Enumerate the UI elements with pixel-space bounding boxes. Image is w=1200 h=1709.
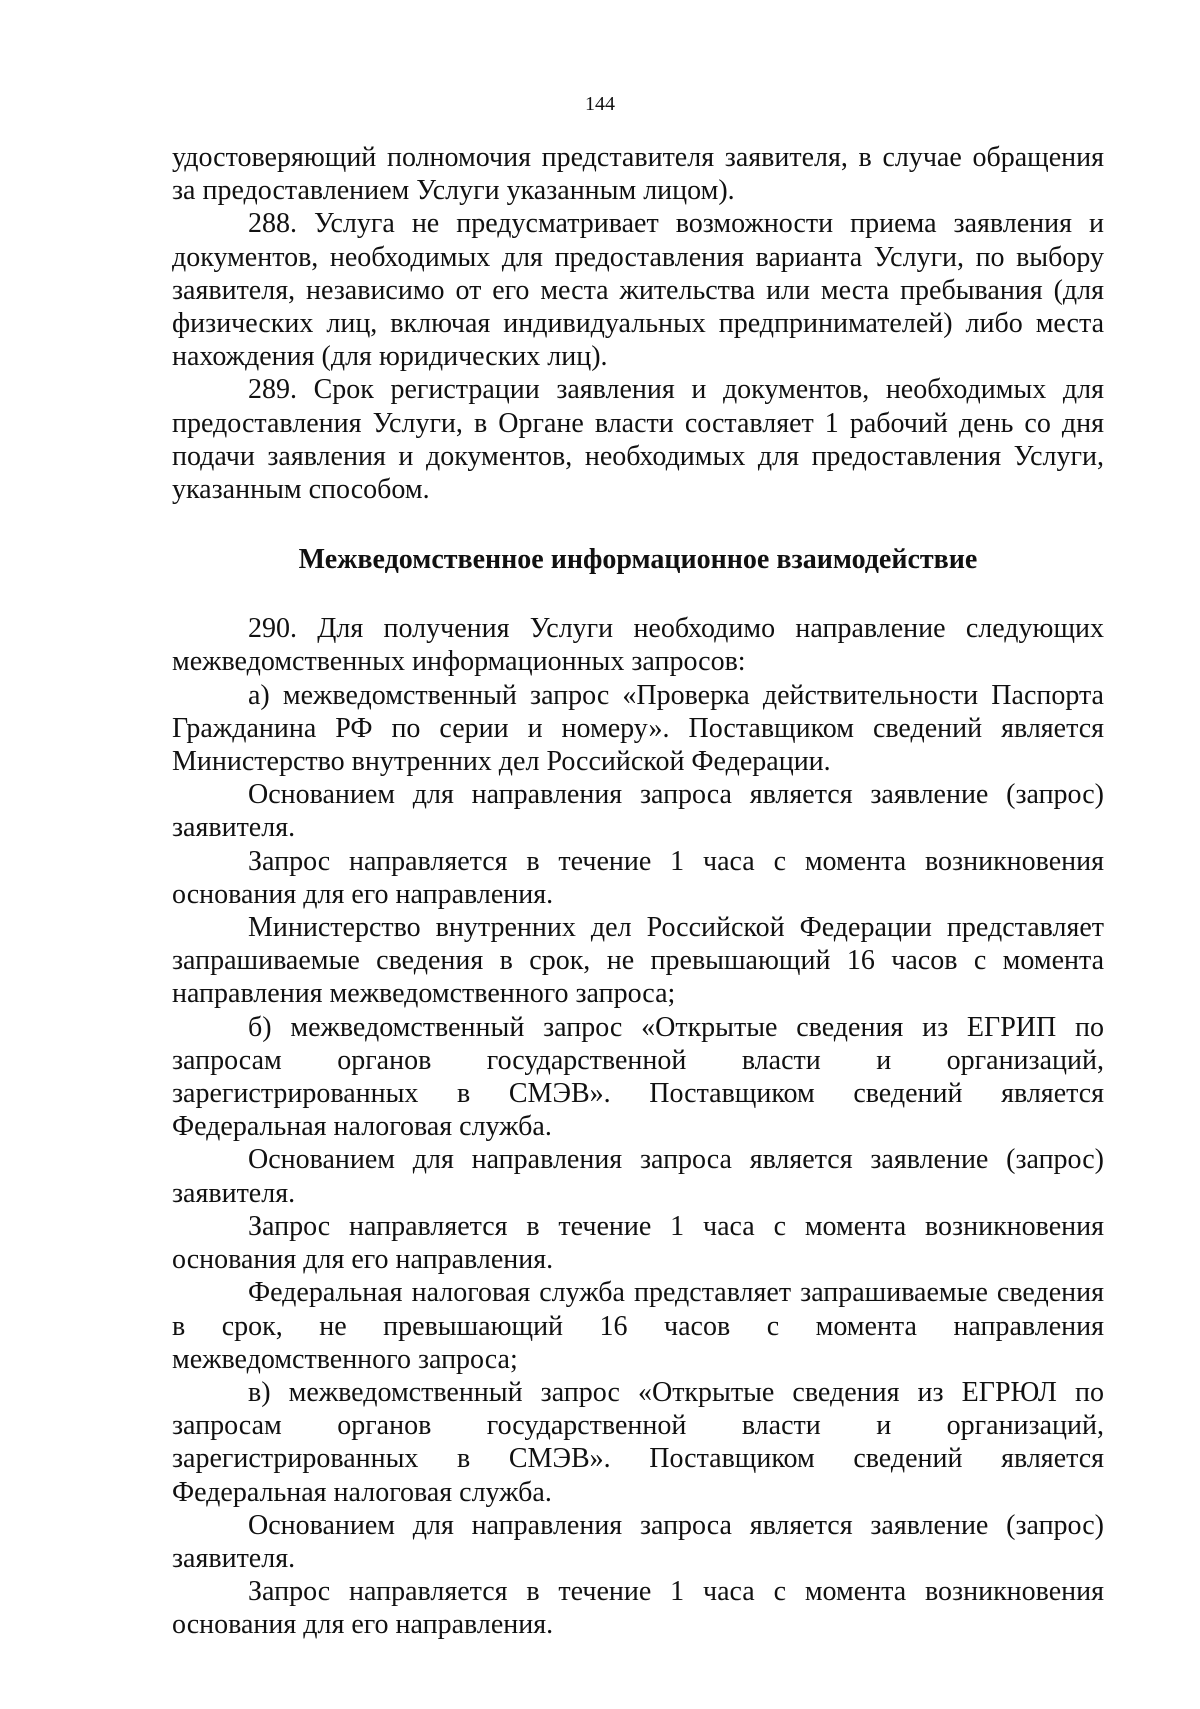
- paragraph-timing-b: Запрос направляется в течение 1 часа с момента возникновения основания для его направления.: [172, 1210, 1104, 1276]
- paragraph-289: 289. Срок регистрации заявления и документов, необходимых для предоставления Услуги, в Органе власти составляет 1 рабочий день со дня подачи заявления и документов, необходимых для предоставления Услуги, указанным способом.: [172, 374, 1104, 506]
- paragraph-timing-a: Запрос направляется в течение 1 часа с момента возникновения основания для его направления.: [172, 845, 1104, 910]
- paragraph-basis-c: Основанием для направления запроса является заявление (запрос) заявителя.: [172, 1509, 1104, 1574]
- document-body: [172, 141, 1104, 1642]
- paragraph-response-a: Министерство внутренних дел Российской Федерации представляет запрашиваемые сведения в срок, не превышающий 16 часов с момента направления межведомственного запроса;: [172, 912, 1104, 1010]
- paragraph-288: 288. Услуга не предусматривает возможности приема заявления и документов, необходимых для предоставления варианта Услуги, по выбору заявителя, независимо от его места жительства или места пребывания (для физических лиц, включая индивидуальных предпринимателей) либо места нахождения (для юридических лиц).: [172, 208, 1104, 373]
- paragraph-290: 290. Для получения Услуги необходимо направление следующих межведомственных информационных запросов:: [172, 613, 1104, 678]
- paragraph-timing-c: Запрос направляется в течение 1 часа с момента возникновения основания для его направления.: [172, 1576, 1104, 1641]
- paragraph-basis-b: Основанием для направления запроса является заявление (запрос) заявителя.: [172, 1144, 1104, 1209]
- paragraph-item-b: б) межведомственный запрос «Открытые сведения из ЕГРИП по запросам органов государственной власти и организаций, зарегистрированных в СМЭВ». Поставщиком сведений является Федеральная налоговая служба.: [172, 1011, 1104, 1143]
- page-number: 144: [585, 93, 615, 115]
- paragraph-basis-a: Основанием для направления запроса является заявление (запрос) заявителя.: [172, 779, 1104, 844]
- paragraph-item-a: а) межведомственный запрос «Проверка действительности Паспорта Гражданина РФ по серии и номеру». Поставщиком сведений является Министерство внутренних дел Российской Федерации.: [172, 679, 1104, 778]
- paragraph-response-b: Федеральная налоговая служба представляет запрашиваемые сведения в срок, не превышающий 16 часов с момента направления межведомственного запроса;: [172, 1277, 1104, 1375]
- section-heading: Межведомственное информационное взаимодействие: [298, 544, 978, 576]
- paragraph-item-c: в) межведомственный запрос «Открытые сведения из ЕГРЮЛ по запросам органов государственной власти и организаций, зарегистрированных в СМЭВ». Поставщиком сведений является Федеральная налоговая служба.: [172, 1376, 1104, 1508]
- paragraph-continuation: удостоверяющий полномочия представителя заявителя, в случае обращения за предоставлением Услуги указанным лицом).: [172, 142, 1104, 207]
